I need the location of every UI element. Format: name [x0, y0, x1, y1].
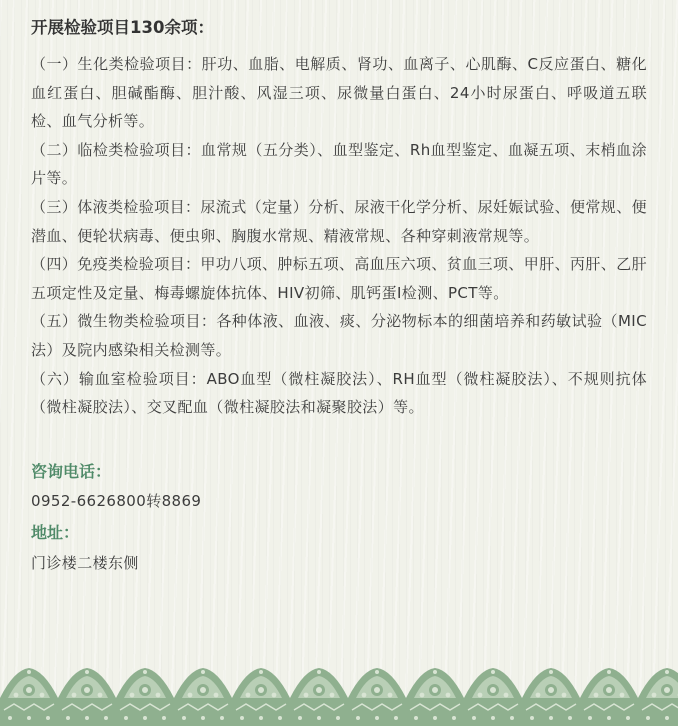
decorative-lace-border: [0, 664, 678, 726]
item-body-fluid: （三）体液类检验项目：尿流式（定量）分析、尿液干化学分析、尿妊娠试验、便常规、便潜血、便轮状病毒、便虫卵、胸腹水常规、精液常规、各种穿刺液常规等。: [31, 197, 648, 245]
address-value: 门诊楼二楼东侧: [31, 553, 139, 572]
item-biochem: （一）生化类检验项目：肝功、血脂、电解质、肾功、血离子、心肌酶、C反应蛋白、糖化血红蛋白、胆碱酯酶、胆汁酸、风湿三项、尿微量白蛋白、24小时尿蛋白、呼吸道五联检、血气分析等。: [31, 55, 647, 131]
item-immunology: （四）免疫类检验项目：甲功八项、肿标五项、高血压六项、贫血三项、甲肝、丙肝、乙肝五项定性及定量、梅毒螺旋体抗体、HIV初筛、肌钙蛋I检测、PCT等。: [31, 255, 648, 302]
article-content: [31, 14, 647, 578]
section-heading: 开展检验项目130余项：: [31, 18, 214, 37]
item-clinical: （二）临检类检验项目：血常规（五分类）、血型鉴定、Rh血型鉴定、血凝五项、末梢血涂片等。: [31, 140, 647, 188]
phone-number: 0952-6626800转8869: [31, 491, 202, 510]
address-label: 地址：: [31, 522, 80, 542]
item-transfusion: （六）输血室检验项目：ABO血型（微柱凝胶法）、RH血型（微柱凝胶法）、不规则抗体（微柱凝胶法）、交叉配血（微柱凝胶法和凝聚胶法）等。: [31, 369, 647, 417]
phone-label: 咨询电话：: [31, 461, 112, 481]
item-microbiology: （五）微生物类检验项目：各种体液、血液、痰、分泌物标本的细菌培养和药敏试验（MIC法）及院内感染相关检测等。: [31, 312, 647, 359]
